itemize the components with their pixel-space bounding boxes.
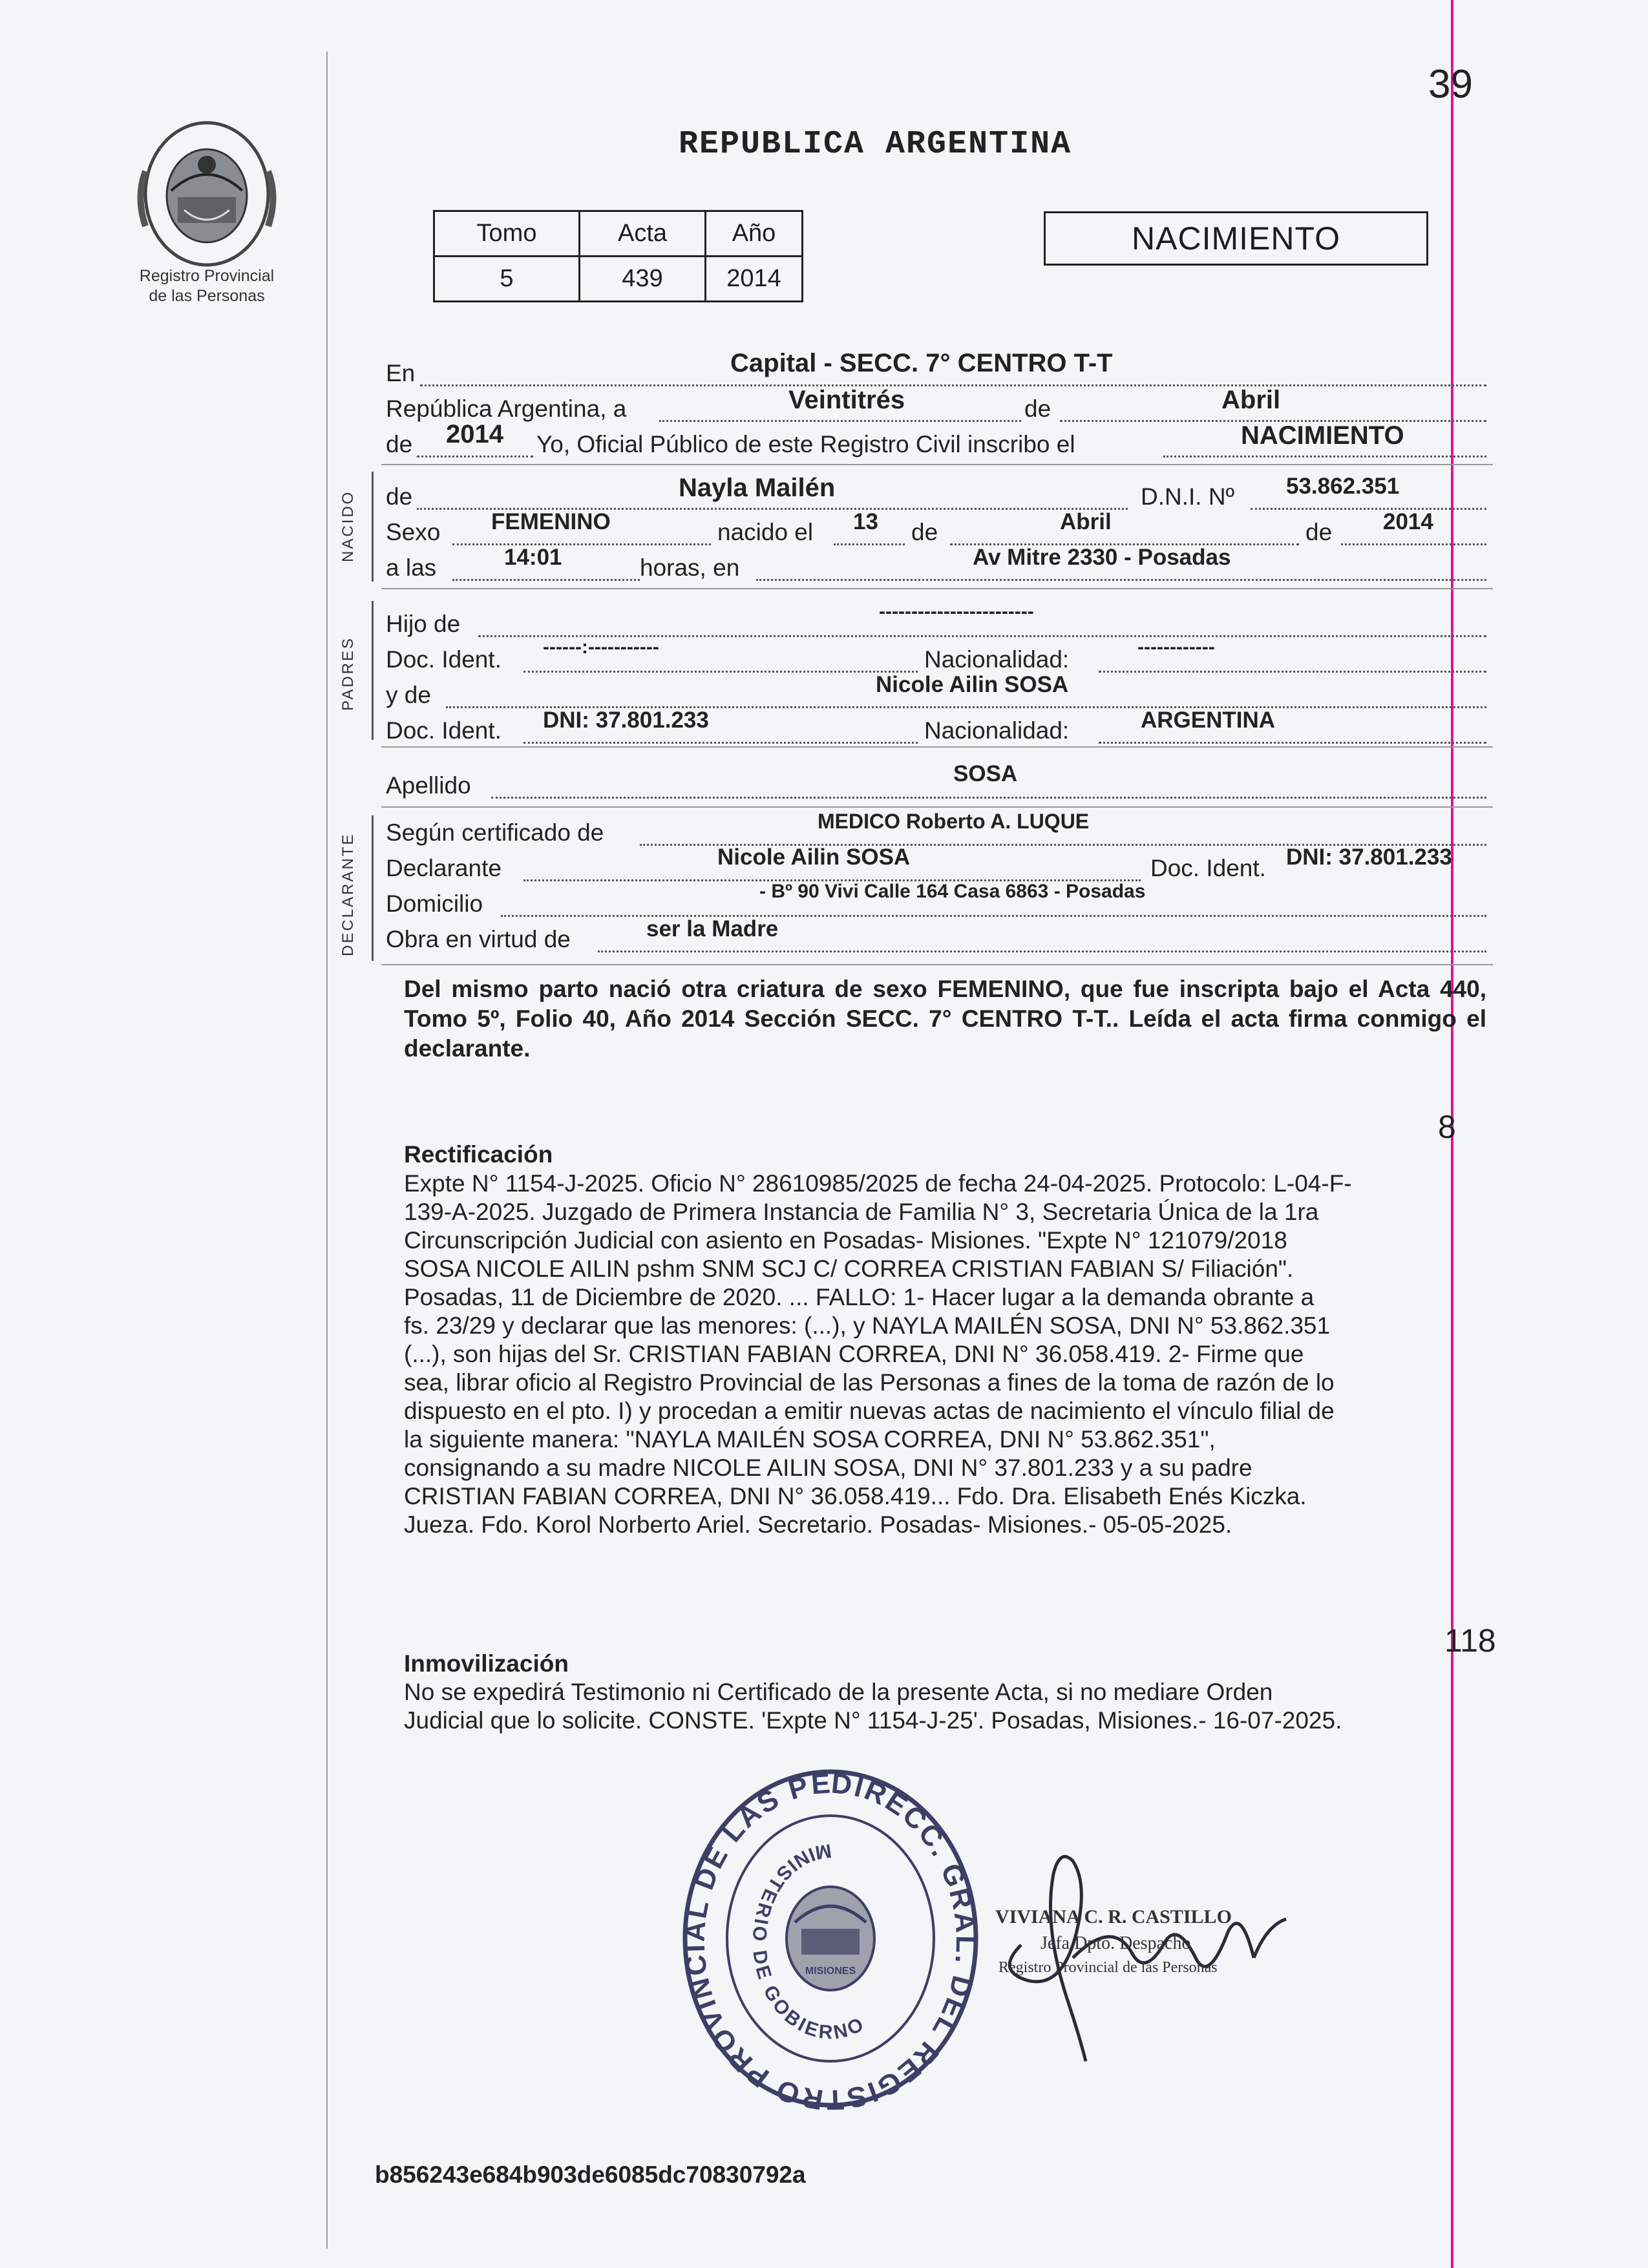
left-margin-line bbox=[326, 52, 328, 2249]
stamp-ring-text: DIRECC. GRAL. DEL REGISTRO PROVINCIAL DE LAS PE bbox=[679, 1767, 982, 2110]
value-certificado: MEDICO Roberto A. LUQUE bbox=[818, 810, 1090, 833]
label-obra: Obra en virtud de bbox=[386, 926, 571, 952]
label-de-anio: de bbox=[1305, 519, 1333, 545]
value-apellido: SOSA bbox=[953, 761, 1018, 786]
value-en: Capital - SECC. 7° CENTRO T-T bbox=[730, 349, 1113, 377]
nota-parto: Del mismo parto nació otra criatura de sexo FEMENINO, que fue inscripta bajo el Acta 440, Tomo 5º, Folio 40, Año 2014 Sección SECC. 7° CENTRO T-T.. Leída el acta firma conmigo el declarante. bbox=[404, 976, 1486, 1062]
divider bbox=[381, 588, 1493, 589]
rectificacion-line: Jueza. Fdo. Korol Norberto Ariel. Secretario. Posadas- Misiones.- 05-05-2025. bbox=[404, 1511, 1232, 1538]
table-header-tomo: Tomo bbox=[434, 211, 580, 257]
signature bbox=[982, 1842, 1318, 2074]
label-de-nacido: de bbox=[386, 483, 413, 510]
value-anio-nac: 2014 bbox=[1383, 509, 1433, 534]
inmovilizacion-title: Inmovilización bbox=[404, 1650, 569, 1677]
rectificacion-line: (...), son hijas del Sr. CRISTIAN FABIAN CORREA, DNI N° 36.058.419. 2- Firme que bbox=[404, 1341, 1304, 1367]
section-bracket bbox=[372, 601, 374, 740]
label-en: En bbox=[386, 360, 416, 386]
rectificacion-line: dispuesto en el pto. I) y procedan a emitir nuevas actas de nacimiento el vínculo filial de bbox=[404, 1398, 1335, 1424]
section-bracket bbox=[372, 472, 374, 582]
value-domicilio: - Bº 90 Vivi Calle 164 Casa 6863 - Posadas bbox=[759, 881, 1146, 902]
signature-org: Registro Provincial de las Personas bbox=[998, 1959, 1218, 1976]
logo-caption bbox=[110, 266, 304, 306]
rectificacion-line: sea, librar oficio al Registro Provincial de las Personas a fines de la toma de razón de lo bbox=[404, 1369, 1335, 1396]
table-header-anio: Año bbox=[706, 211, 803, 257]
label-nacionalidad-padre: Nacionalidad: bbox=[924, 646, 1070, 673]
rectificacion-line: Circunscripción Judicial con asiento en Posadas- Misiones. "Expte N° 121079/2018 bbox=[404, 1227, 1287, 1254]
provincial-seal-logo bbox=[126, 113, 288, 275]
signature-role: Jefa Dpto. Despacho bbox=[1041, 1933, 1191, 1953]
official-stamp bbox=[679, 1767, 982, 2110]
label-nacionalidad-madre: Nacionalidad: bbox=[924, 717, 1070, 744]
label-de: de bbox=[1024, 395, 1051, 422]
value-nombre: Nayla Mailén bbox=[679, 474, 836, 502]
value-anio: 2014 bbox=[446, 420, 503, 448]
stamp-seal-word: MISIONES bbox=[805, 1966, 856, 1977]
value-padre-doc: ------:----------- bbox=[543, 636, 659, 658]
label-hijo-de: Hijo de bbox=[386, 611, 461, 637]
table-value-acta: 439 bbox=[580, 257, 706, 302]
divider bbox=[381, 964, 1493, 965]
value-padre: ------------------------ bbox=[879, 601, 1034, 622]
value-lugar: Av Mitre 2330 - Posadas bbox=[973, 545, 1231, 570]
page-number: 39 bbox=[1428, 62, 1473, 107]
table-value-tomo: 5 bbox=[434, 257, 580, 302]
label-de2: de bbox=[386, 431, 413, 457]
label-y-de: y de bbox=[386, 682, 431, 708]
label-certificado: Según certificado de bbox=[386, 819, 604, 846]
label-declarante: Declarante bbox=[386, 855, 502, 881]
divider bbox=[381, 746, 1493, 748]
value-obra: ser la Madre bbox=[646, 916, 779, 941]
section-tag-padres: PADRES bbox=[339, 636, 357, 711]
value-sexo: FEMENINO bbox=[491, 509, 611, 534]
label-de-mes: de bbox=[911, 519, 938, 545]
label-nacido-el: nacido el bbox=[717, 519, 814, 545]
inmovilizacion-line: Judicial que lo solicite. CONSTE. 'Expte N° 1154-J-25'. Posadas, Misiones.- 16-07-2025. bbox=[404, 1707, 1342, 1734]
label-sexo: Sexo bbox=[386, 519, 441, 545]
logo-caption-line1: Registro Provincial bbox=[139, 267, 275, 285]
label-doc-ident-declarante: Doc. Ident. bbox=[1150, 855, 1266, 881]
label-a-las: a las bbox=[386, 554, 437, 581]
value-madre-nacionalidad: ARGENTINA bbox=[1141, 708, 1276, 733]
document-hash: b856243e684b903de6085dc70830792a bbox=[375, 2161, 806, 2188]
section-tag-nacido: NACIDO bbox=[339, 490, 357, 562]
dotted-line bbox=[950, 520, 1299, 545]
value-hora: 14:01 bbox=[504, 545, 562, 570]
label-apellido: Apellido bbox=[386, 772, 471, 799]
value-mes: Abril bbox=[1221, 386, 1281, 414]
signature-name: VIVIANA C. R. CASTILLO bbox=[995, 1906, 1232, 1927]
table-header-acta: Acta bbox=[580, 211, 706, 257]
stamp-inner-text: MINISTERIO DE GOBIERNO bbox=[748, 1839, 869, 2044]
value-madre: Nicole Ailin SOSA bbox=[876, 672, 1069, 697]
value-madre-doc: DNI: 37.801.233 bbox=[543, 708, 709, 733]
value-declarante: Nicole Ailin SOSA bbox=[717, 845, 911, 870]
rectificacion-line: fs. 23/29 y declarar que las menores: (...), y NAYLA MAILÉN SOSA, DNI N° 53.862.351 bbox=[404, 1312, 1331, 1339]
rectificacion-margin-number: 8 bbox=[1438, 1109, 1456, 1145]
value-dia: Veintitrés bbox=[788, 386, 905, 414]
logo-caption-line2: de las Personas bbox=[149, 287, 265, 305]
rectificacion-line: SOSA NICOLE AILIN pshm SNM SCJ C/ CORREA CRISTIAN FABIAN S/ Filiación". bbox=[404, 1255, 1294, 1282]
value-padre-nacionalidad: ------------ bbox=[1137, 636, 1215, 658]
label-republica: República Argentina, a bbox=[386, 395, 627, 422]
value-doc-declarante: DNI: 37.801.233 bbox=[1286, 845, 1452, 870]
rectificacion-line: 139-A-2025. Juzgado de Primera Instancia de Familia N° 3, Secretaria Única de la 1ra bbox=[404, 1199, 1319, 1225]
rectificacion-line: Posadas, 11 de Diciembre de 2020. ... FALLO: 1- Hacer lugar a la demanda obrante a bbox=[404, 1284, 1315, 1310]
value-mes-nac: Abril bbox=[1060, 509, 1112, 534]
divider bbox=[381, 464, 1493, 465]
rectificacion-line: la siguiente manera: "NAYLA MAILÉN SOSA CORREA, DNI N° 53.862.351", bbox=[404, 1426, 1216, 1453]
label-horas-en: horas, en bbox=[640, 554, 740, 581]
value-dia-nac: 13 bbox=[853, 509, 878, 534]
rectificacion-title: Rectificación bbox=[404, 1141, 553, 1168]
table-value-anio: 2014 bbox=[706, 257, 803, 302]
inmovilizacion-body bbox=[404, 1678, 1496, 1735]
inmovilizacion-line: No se expedirá Testimonio ni Certificado de la presente Acta, si no mediare Orden bbox=[404, 1679, 1273, 1705]
section-tag-declarante: DECLARANTE bbox=[339, 832, 357, 956]
label-dni: D.N.I. Nº bbox=[1141, 483, 1235, 510]
label-doc-ident-padre: Doc. Ident. bbox=[386, 646, 502, 673]
rectificacion-body bbox=[404, 1170, 1496, 1539]
record-type-box: NACIMIENTO bbox=[1044, 211, 1428, 266]
rectificacion-line: CRISTIAN FABIAN CORREA, DNI N° 36.058.419... Fdo. Dra. Elisabeth Enés Kiczka. bbox=[404, 1483, 1307, 1509]
document-title: REPUBLICA ARGENTINA bbox=[679, 126, 1072, 163]
rectificacion-line: Expte N° 1154-J-2025. Oficio N° 28610985/2025 de fecha 24-04-2025. Protocolo: L-04-F- bbox=[404, 1170, 1352, 1197]
inmovilizacion-margin-number: 118 bbox=[1444, 1622, 1496, 1659]
value-dni: 53.862.351 bbox=[1286, 474, 1400, 499]
rectificacion-line: consignando a su madre NICOLE AILIN SOSA, DNI N° 37.801.233 y a su padre bbox=[404, 1454, 1252, 1481]
value-inscribo: NACIMIENTO bbox=[1241, 421, 1404, 450]
divider bbox=[381, 806, 1493, 808]
label-doc-ident-madre: Doc. Ident. bbox=[386, 717, 502, 744]
label-domicilio: Domicilio bbox=[386, 890, 483, 917]
record-table bbox=[433, 210, 803, 302]
label-oficial: Yo, Oficial Público de este Registro Civil inscribo el bbox=[536, 431, 1075, 457]
section-bracket bbox=[372, 815, 374, 961]
